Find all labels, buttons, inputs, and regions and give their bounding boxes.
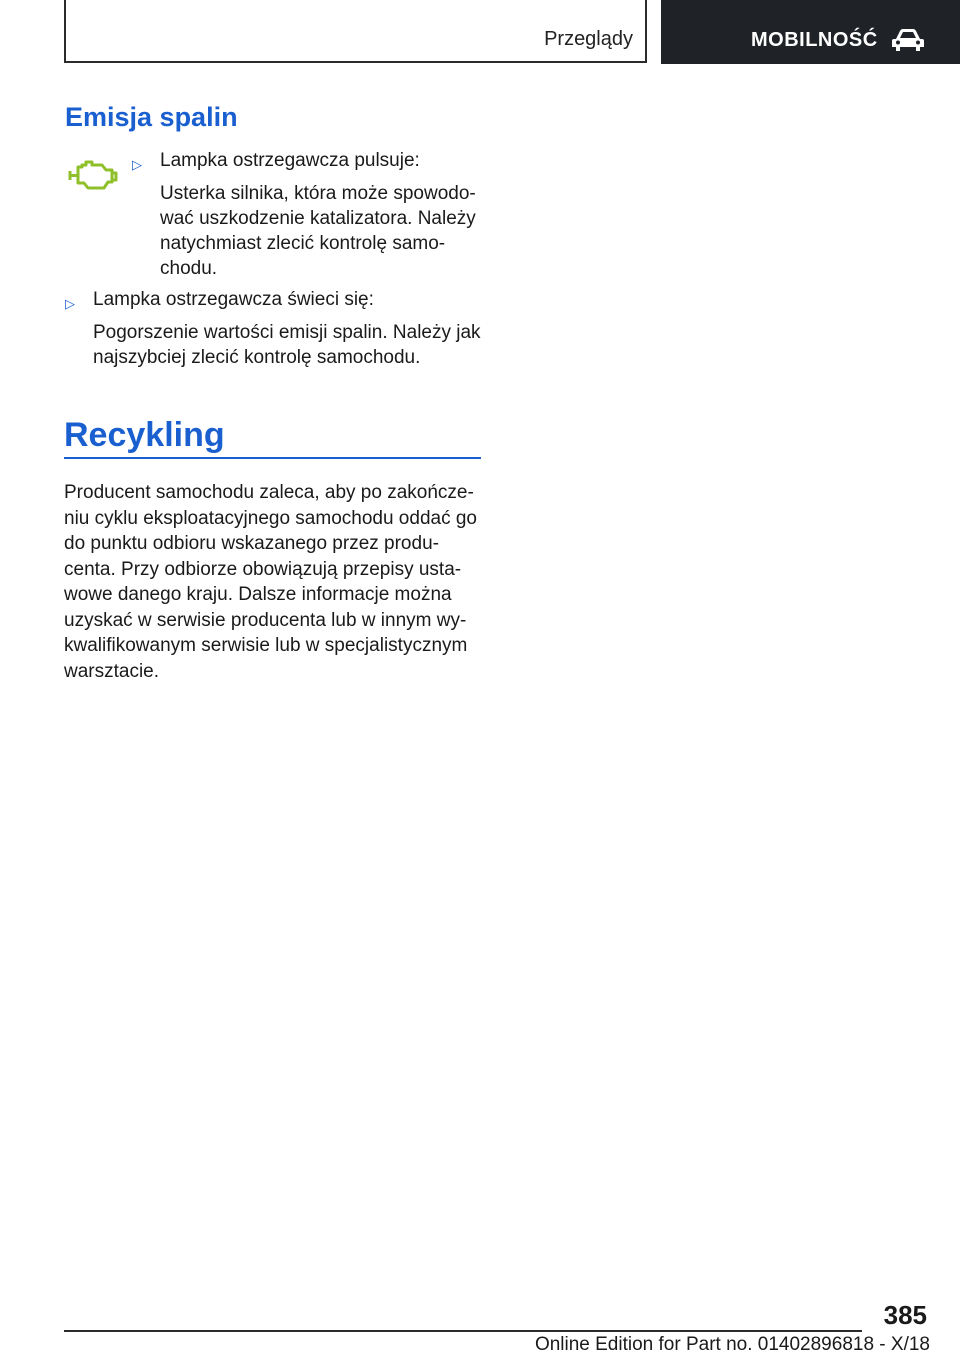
footer-divider	[64, 1330, 862, 1332]
title-underline	[64, 457, 481, 459]
engine-warning-icon	[68, 158, 118, 192]
text-line: wać uszkodzenie katalizatora. Należy	[160, 208, 476, 229]
page-number: 385	[883, 1300, 927, 1330]
header-section-box	[64, 0, 647, 63]
text-line: do punktu odbioru wskazanego przez produ-	[64, 533, 439, 554]
text-line: kwalifikowanym serwisie lub w specjalistycznym	[64, 635, 468, 656]
text-line: niu cyklu eksploatacyjnego samochodu oddać go	[64, 507, 477, 529]
header-section-label: Przeglądy	[544, 28, 633, 50]
header-chapter-box	[661, 0, 960, 64]
item-label: Lampka ostrzegawcza pulsuje:	[160, 150, 420, 171]
emission-title: Emisja spalin	[65, 102, 238, 132]
text-line: wowe danego kraju. Dalsze informacje można	[64, 584, 452, 605]
emission-item-2	[65, 287, 488, 370]
text-line: chodu.	[160, 258, 218, 279]
item-label: Lampka ostrzegawcza świeci się:	[93, 289, 374, 310]
header-chapter-label: MOBILNOŚĆ	[751, 29, 878, 51]
triangle-bullet-icon: ▷	[65, 296, 75, 311]
car-icon	[891, 27, 925, 53]
emission-item-1	[132, 148, 490, 281]
text-line: natychmiast zlecić kontrolę samo-	[160, 233, 446, 254]
text-line: warsztacie.	[64, 660, 160, 682]
footer-edition: Online Edition for Part no. 01402896818 - X/18	[534, 1334, 930, 1355]
triangle-bullet-icon: ▷	[132, 157, 142, 172]
text-line: centa. Przy odbiorze obowiązują przepisy usta-	[64, 558, 462, 580]
text-line: Pogorszenie wartości emisji spalin. Należy jak	[93, 322, 481, 343]
text-line: uzyskać w serwisie producenta lub w innym wy-	[64, 609, 467, 631]
recycling-paragraph	[64, 480, 484, 684]
text-line: Usterka silnika, która może spowodo-	[160, 183, 476, 204]
text-line: Producent samochodu zaleca, aby po zakończe-	[64, 482, 474, 503]
text-line: najszybciej zlecić kontrolę samochodu.	[93, 347, 421, 368]
recycling-title: Recykling	[64, 416, 225, 454]
item-text	[93, 320, 488, 370]
item-text	[160, 181, 490, 281]
